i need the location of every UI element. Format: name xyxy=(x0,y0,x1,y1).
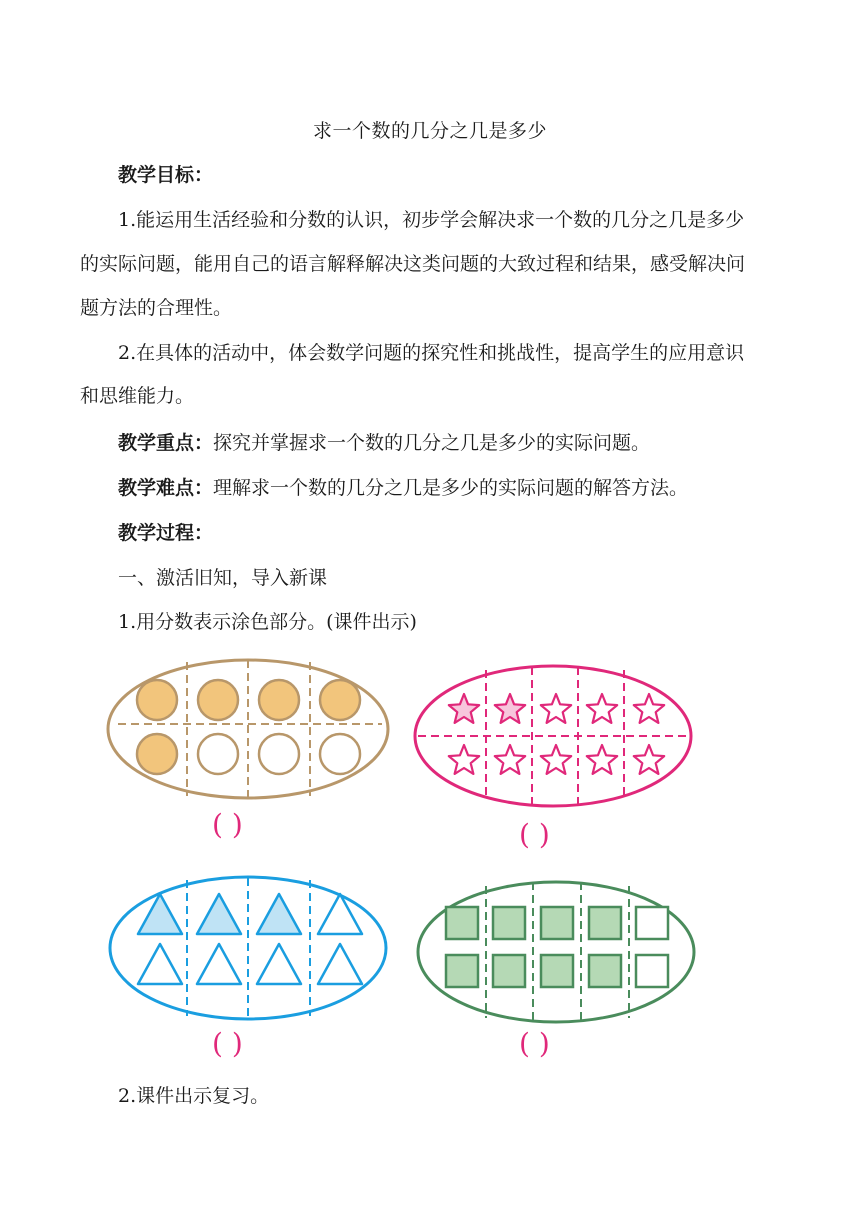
shaded-circle xyxy=(320,680,360,720)
unshaded-triangle xyxy=(318,944,362,984)
section1-heading: 一、激活旧知，导入新课 xyxy=(118,567,328,589)
square-shapes xyxy=(446,907,668,987)
unshaded-circle xyxy=(259,734,299,774)
unshaded-triangle xyxy=(257,944,301,984)
unshaded-triangle xyxy=(197,944,241,984)
shaded-circle xyxy=(137,680,177,720)
shaded-circle xyxy=(137,734,177,774)
answer-blank-stars[interactable]: ( ) xyxy=(519,818,550,851)
difficulty-point xyxy=(118,473,780,503)
unshaded-triangle xyxy=(138,944,182,984)
answer-blank-squares[interactable]: ( ) xyxy=(519,1027,550,1060)
unshaded-triangle xyxy=(318,894,362,934)
shaded-star xyxy=(449,694,479,723)
shaded-triangle xyxy=(197,894,241,934)
shaded-square xyxy=(446,955,478,987)
process-heading: 教学过程： xyxy=(118,522,214,544)
unshaded-circle xyxy=(320,734,360,774)
goal2-line2: 和思维能力。 xyxy=(80,385,195,407)
star-shapes xyxy=(449,694,664,774)
shaded-square xyxy=(589,907,621,939)
unshaded-square xyxy=(636,955,668,987)
goal1-line1: 1.能运用生活经验和分数的认识，初步学会解决求一个数的几分之几是多少 xyxy=(118,209,745,231)
shaded-square xyxy=(541,907,573,939)
star-figure xyxy=(415,666,691,806)
page-title: 求一个数的几分之几是多少 xyxy=(312,120,547,142)
shaded-square xyxy=(446,907,478,939)
unshaded-star xyxy=(495,745,525,774)
unshaded-star xyxy=(541,745,571,774)
goal1-line3: 题方法的合理性。 xyxy=(80,297,233,319)
step1-text: 1.用分数表示涂色部分。(课件出示) xyxy=(118,611,417,633)
triangle-figure xyxy=(110,877,386,1019)
goals-heading: 教学目标： xyxy=(118,164,214,186)
triangle-shapes xyxy=(138,894,362,984)
unshaded-star xyxy=(587,745,617,774)
square-figure xyxy=(418,882,694,1022)
circle-figure xyxy=(108,660,388,798)
key-point xyxy=(118,428,780,458)
unshaded-circle xyxy=(198,734,238,774)
shaded-circle xyxy=(259,680,299,720)
unshaded-star xyxy=(541,694,571,723)
unshaded-star xyxy=(634,694,664,723)
goal2-line1: 2.在具体的活动中，体会数学问题的探究性和挑战性，提高学生的应用意识 xyxy=(118,342,745,364)
answer-blank-circles[interactable]: ( ) xyxy=(212,808,243,841)
shaded-square xyxy=(493,907,525,939)
shaded-square xyxy=(493,955,525,987)
unshaded-star xyxy=(449,745,479,774)
key-point-text: 探究并掌握求一个数的几分之几是多少的实际问题。 xyxy=(213,432,651,454)
key-point-label: 教学重点： xyxy=(118,432,214,454)
shaded-star xyxy=(495,694,525,723)
unshaded-star xyxy=(634,745,664,774)
unshaded-star xyxy=(587,694,617,723)
shaded-square xyxy=(589,955,621,987)
shaded-triangle xyxy=(257,894,301,934)
difficulty-label: 教学难点： xyxy=(118,477,214,499)
difficulty-text: 理解求一个数的几分之几是多少的实际问题的解答方法。 xyxy=(213,477,689,499)
goal1-line2: 的实际问题，能用自己的语言解释解决这类问题的大致过程和结果，感受解决问 xyxy=(80,253,746,275)
step2-text: 2.课件出示复习。 xyxy=(118,1085,270,1107)
unshaded-square xyxy=(636,907,668,939)
answer-blank-triangles[interactable]: ( ) xyxy=(212,1027,243,1060)
shaded-square xyxy=(541,955,573,987)
shaded-circle xyxy=(198,680,238,720)
fraction-figures xyxy=(100,650,720,1070)
